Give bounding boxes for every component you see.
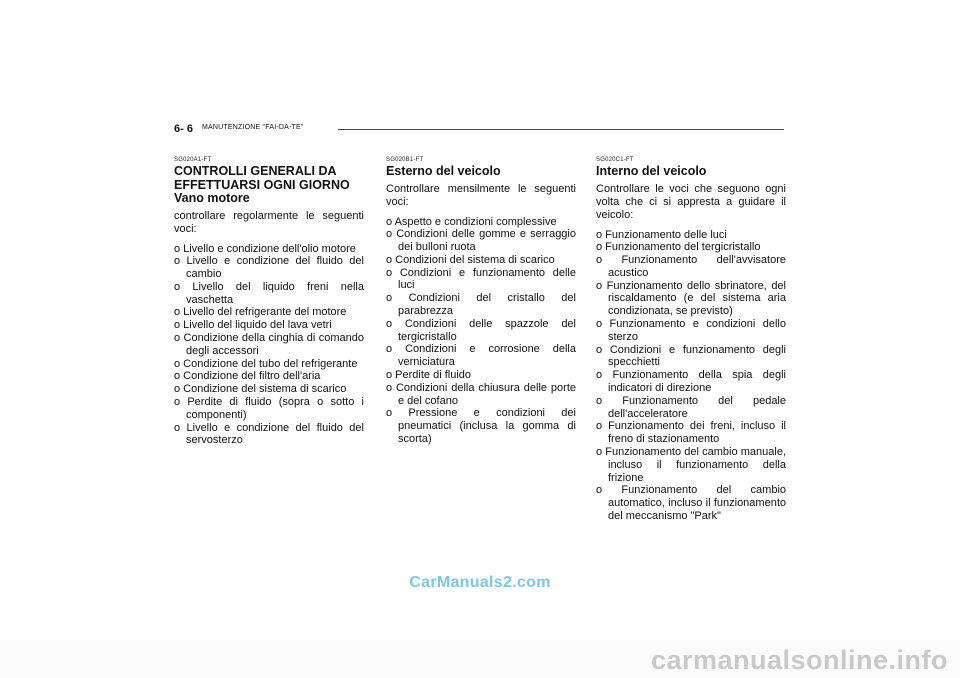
list-item: o Funzionamento dell'avvisatore acustico [596,254,786,279]
section-title: MANUTENZIONE "FAI-DA-TE" [202,124,304,131]
footer-url-watermark: carmanualsonline.info [650,645,948,675]
list-item: o Livello del liquido del lava vetri [174,319,332,332]
list-item: o Condizioni delle gomme e serraggio dei bulloni ruota [386,228,576,254]
list-item: o Funzionamento del tergicristallo [596,241,761,254]
section-code: SG020B1-FT [386,157,424,163]
list-item: o Condizione del sistema di scarico [174,383,347,396]
list-item: o Livello e condizione del fluido del servosterzo [174,421,364,447]
list-item: o Funzionamento del pedale dell'acceleratore [596,394,786,420]
list-item: o Funzionamento del cambio automatico, incluso il funzionamento del meccanismo "Park" [596,484,786,523]
header-rule [338,129,784,130]
list-item: o Livello del refrigerante del motore [174,306,347,319]
section-code: SG020A1-FT [174,157,212,163]
list-item: o Condizioni della chiusura delle porte e del cofano [386,381,576,407]
column-engine-bay [174,157,364,447]
list-item: o Condizioni del cristallo del parabrezza [386,292,576,318]
column-vehicle-exterior [386,157,576,446]
watermark-link[interactable]: CarManuals2.com [409,574,551,591]
list-item: o Funzionamento dello sbrinatore, del riscaldamento (e del sistema aria condizionata, se previsto) [596,279,786,318]
list-item: o Funzionamento delle luci [596,228,727,241]
section-intro: Controllare le voci che seguono ogni volta che ci si appresta a guidare il veicolo: [596,182,786,221]
column-vehicle-interior [596,157,786,523]
page-number: 6- 6 [174,123,193,135]
list-item: o Perdite di fluido (sopra o sotto i componenti) [174,396,364,421]
list-item: o Condizione del filtro dell'aria [174,370,321,383]
page-header [174,123,784,137]
list-item: o Condizione della cinghia di comando degli accessori [174,332,364,357]
list-item: o Funzionamento del cambio manuale, incluso il funzionamento della frizione [596,446,786,484]
section-heading: Esterno del veicolo [386,164,501,178]
list-item: o Perdite di fluido [386,369,471,382]
list-item: o Condizioni del sistema di scarico [386,253,555,266]
list-item: o Condizioni e corrosione della verniciatura [386,343,576,369]
section-intro: Controllare mensilmente le seguenti voci: [386,182,576,208]
list-item: o Livello e condizione dell'olio motore [174,242,356,255]
list-item: o Funzionamento e condizioni dello sterzo [596,318,786,343]
list-item: o Pressione e condizioni dei pneumatici (inclusa la gomma di scorta) [386,407,576,446]
list-item: o Funzionamento dei freni, incluso il freno di stazionamento [596,420,786,446]
list-item: o Funzionamento della spia degli indicatori di direzione [596,369,786,395]
list-item: o Livello del liquido freni nella vaschetta [174,280,364,306]
checklist [174,243,364,448]
list-item: o Condizioni delle spazzole del tergicristallo [386,317,576,343]
section-intro: controllare regolarmente le seguenti voci: [174,209,364,235]
list-item: o Condizione del tubo del refrigerante [174,357,358,370]
section-code: SG020C1-FT [596,157,634,163]
list-item: o Aspetto e condizioni complessive [386,215,557,228]
checklist [386,216,576,446]
list-item: o Condizioni e funzionamento degli specchietti [596,343,786,369]
checklist [596,229,786,523]
list-item: o Condizioni e funzionamento delle luci [386,266,576,292]
section-heading: Interno del veicolo [596,164,707,178]
section-heading: CONTROLLI GENERALI DA EFFETTUARSI OGNI GIORNO Vano motore [174,164,350,205]
list-item: o Livello e condizione del fluido del cambio [174,255,364,281]
